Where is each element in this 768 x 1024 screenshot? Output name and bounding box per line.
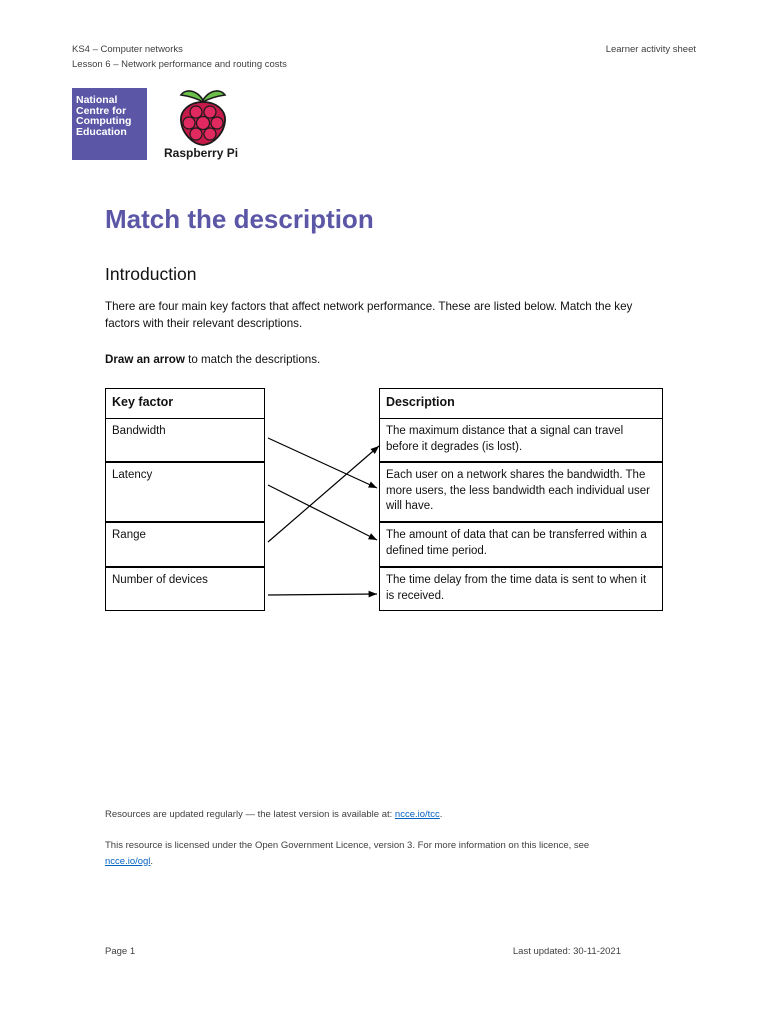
section-heading: Introduction [105,264,197,284]
resources-end: . [439,809,443,820]
licence-end: . [150,855,154,867]
intro-paragraph: There are four main key factors that affect network performance. These are listed below. Match the key factors with their relevant descriptions. [105,300,633,330]
arrow-number-of-devices [268,594,377,595]
description-header: Description [379,388,663,419]
ncce-logo-line: Centre for [76,104,127,117]
header-lesson: Lesson 6 – Network performance and routing costs [72,59,287,70]
instruction-rest: to match the descriptions. [184,353,321,366]
description-cell: The maximum distance that a signal can travel before it degrades (is lost). [379,418,663,462]
description-cell: The time delay from the time data is sent to when it is received. [379,567,663,611]
header-sheet-type: Learner activity sheet [605,44,696,55]
resources-note [105,809,442,820]
licence-note [105,838,635,869]
description-cell: The amount of data that can be transferred within a defined time period. [379,522,663,567]
page-title: Match the description [105,204,374,234]
raspberry-pi-label: Raspberry Pi [164,146,239,160]
arrow-latency [268,485,377,540]
licence-link[interactable]: ncce.io/ogl [105,855,151,867]
key-factor-cell: Range [105,522,265,567]
ncce-logo-line: National [76,94,118,106]
key-factor-header: Key factor [105,388,265,419]
resources-text: Resources are updated regularly — the latest version is available at: [105,809,395,820]
ncce-logo-line: Education [76,125,127,138]
header-course: KS4 – Computer networks [72,44,183,55]
page-number: Page 1 [105,946,136,957]
last-updated: Last updated: 30-11-2021 [512,946,621,957]
key-factor-cell: Bandwidth [105,418,265,462]
key-factor-cell: Number of devices [105,567,265,611]
licence-text: This resource is licensed under the Open Government Licence, version 3. For more information on this licence, see [105,840,590,851]
key-factor-cell: Latency [105,462,265,522]
description-cell: Each user on a network shares the bandwidth. The more users, the less bandwidth each individual user will have. [379,462,663,522]
instruction-bold: Draw an arrow [105,353,185,366]
arrow-bandwidth [268,438,377,488]
resources-link[interactable]: ncce.io/tcc [394,809,440,820]
ncce-logo-line: Computing [76,115,132,127]
